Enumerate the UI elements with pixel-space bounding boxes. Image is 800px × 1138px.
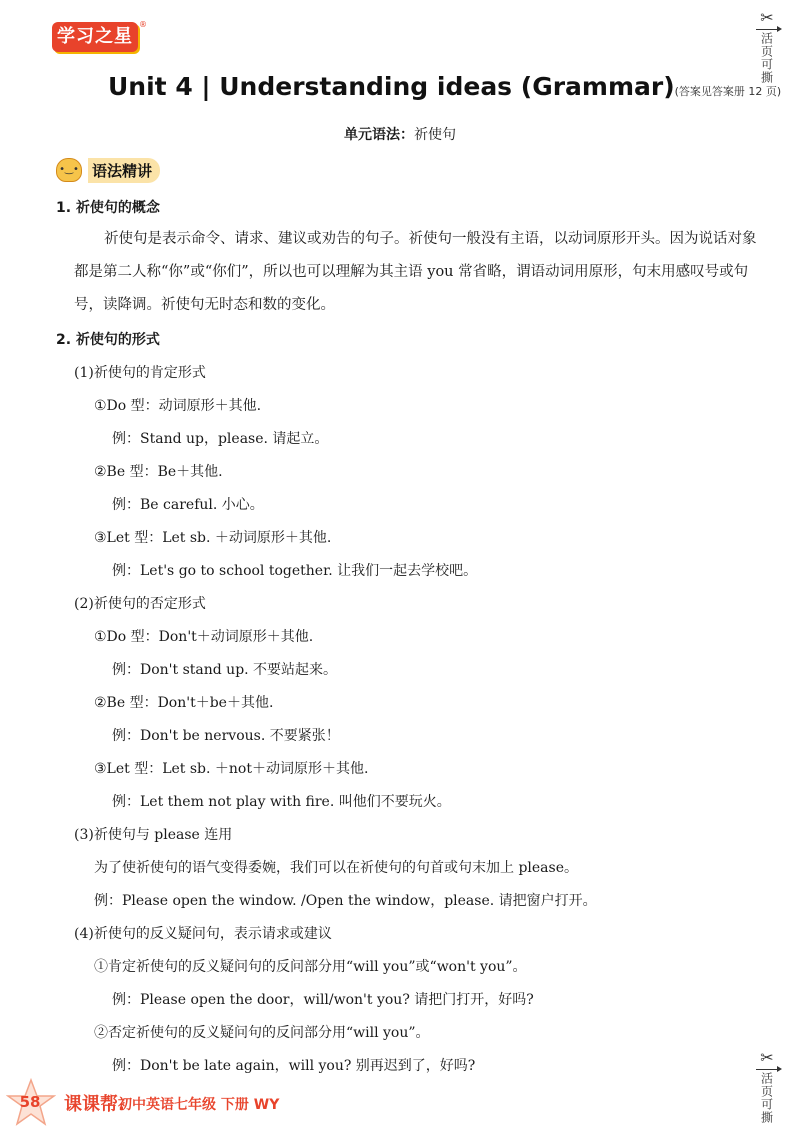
unit-grammar-line	[0, 124, 800, 144]
publisher-logo: 学习之星	[52, 22, 138, 52]
heading-forms: 2. 祈使句的形式	[56, 332, 160, 348]
registered-mark: ®	[139, 20, 147, 29]
concept-paragraph: 祈使句是表示命令、请求、建议或劝告的句子。祈使句一般没有主语，以动词原形开头。因为说话对象都是第二人称“你”或“你们”，所以也可以理解为其主语 you 常省略，谓语动词用原形，句末用感叹号或句号，读降调。祈使句无时态和数的变化。	[74, 231, 757, 313]
title-main: Unit 4 | Understanding ideas (Grammar)	[108, 72, 675, 101]
heading-concept: 1. 祈使句的概念	[56, 200, 160, 216]
rule-affirmative-tag: ①肯定祈使句的反义疑问句的反问部分用“will you”或“won't you”。	[94, 959, 527, 975]
subheading-tag-question: (4)祈使句的反义疑问句，表示请求或建议	[74, 926, 332, 942]
tear-off-label: 活页可撕	[759, 32, 774, 84]
answer-note: (答案见答案册 12 页)	[674, 85, 782, 98]
footer-brand: 课课帮.	[64, 1094, 125, 1115]
please-example: 例：Please open the window. /Open the window，please. 请把窗户打开。	[94, 893, 597, 909]
example-let-type: 例：Let's go to school together. 让我们一起去学校吧。	[112, 563, 478, 579]
rule-neg-be-type: ②Be 型：Don't＋be＋其他.	[94, 695, 274, 711]
rule-neg-let-type: ③Let 型：Let sb. ＋not＋动词原形＋其他.	[94, 761, 369, 777]
example-neg-do-type: 例：Don't stand up. 不要站起来。	[112, 662, 338, 678]
rule-let-type: ③Let 型：Let sb. ＋动词原形＋其他.	[94, 530, 332, 546]
example-be-type: 例：Be careful. 小心。	[112, 497, 264, 513]
subheading-please: (3)祈使句与 please 连用	[74, 827, 233, 843]
scissor-icon: ✂	[760, 1048, 774, 1067]
rule-negative-tag: ②否定祈使句的反义疑问句的反问部分用“will you”。	[94, 1025, 430, 1041]
subheading-affirmative: (1)祈使句的肯定形式	[74, 365, 206, 381]
example-neg-let-type: 例：Let them not play with fire. 叫他们不要玩火。	[112, 794, 451, 810]
section-badge	[56, 158, 160, 182]
example-neg-be-type: 例：Don't be nervous. 不要紧张！	[112, 728, 340, 744]
rule-be-type: ②Be 型：Be＋其他.	[94, 464, 223, 480]
subtitle-value: 祈使句	[414, 127, 456, 143]
example-do-type: 例：Stand up，please. 请起立。	[112, 431, 329, 447]
scissor-icon: ✂	[760, 8, 774, 27]
page-title	[108, 72, 781, 101]
page-number: 58	[19, 1093, 41, 1111]
cut-line	[756, 1069, 778, 1070]
section-badge-label: 语法精讲	[88, 158, 160, 183]
rule-do-type: ①Do 型：动词原形＋其他.	[94, 398, 262, 414]
rule-neg-do-type: ①Do 型：Don't＋动词原形＋其他.	[94, 629, 314, 645]
example-affirmative-tag: 例：Please open the door，will/won't you? 请把门打开，好吗?	[112, 992, 534, 1008]
please-rule: 为了使祈使句的语气变得委婉，我们可以在祈使句的句首或句末加上 please。	[94, 860, 578, 876]
tear-off-tab-bottom	[754, 1048, 780, 1124]
example-negative-tag: 例：Don't be late again，will you? 别再迟到了，好吗?	[112, 1058, 476, 1074]
subheading-negative: (2)祈使句的否定形式	[74, 596, 206, 612]
footer-book-title: 初中英语七年级 下册 WY	[118, 1097, 280, 1113]
cut-line	[756, 29, 778, 30]
tear-off-label: 活页可撕	[759, 1072, 774, 1124]
smiley-face-icon: •‿•	[56, 158, 82, 182]
subtitle-label: 单元语法：	[344, 127, 414, 143]
